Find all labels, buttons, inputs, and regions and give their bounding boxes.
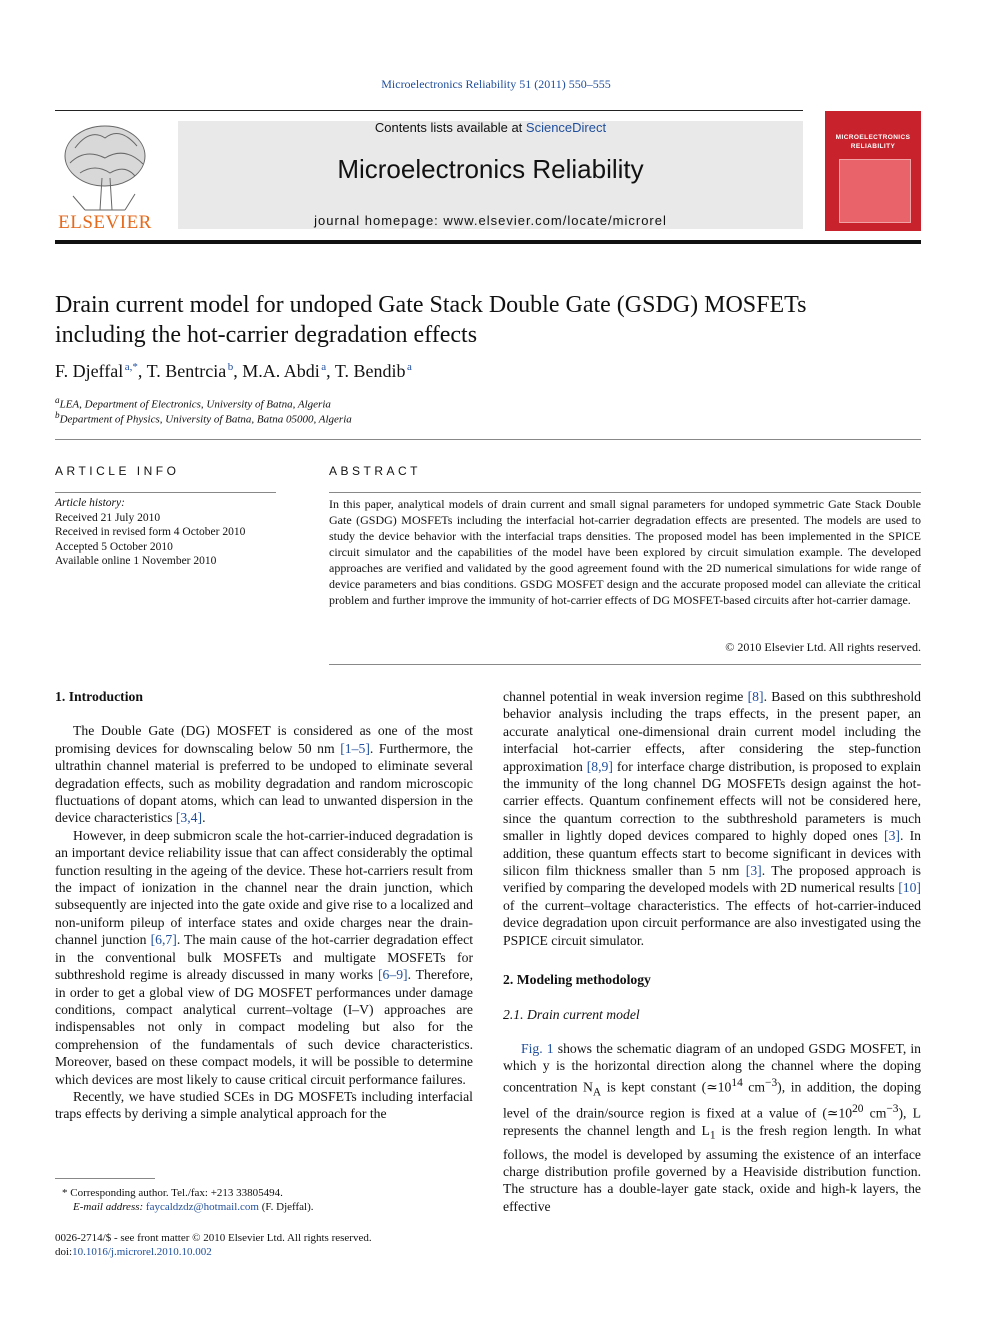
- journal-title[interactable]: Microelectronics Reliability: [337, 154, 644, 184]
- author-sup[interactable]: a: [407, 361, 412, 373]
- title-line1: Drain current model for undoped Gate Stack Double Gate (GSDG) MOSFETs: [55, 292, 807, 318]
- author[interactable]: T. Bentrcia: [146, 361, 227, 381]
- cover-chip-icon: [839, 159, 911, 223]
- title-line2: including the hot-carrier degradation effects: [55, 322, 478, 348]
- email-link[interactable]: faycaldzdz@hotmail.com: [145, 1201, 259, 1213]
- header-rule: [55, 110, 803, 111]
- sciencedirect-link[interactable]: ScienceDirect: [525, 120, 607, 135]
- history-label: Article history:: [55, 497, 125, 509]
- article-title: [55, 290, 921, 350]
- doi-link[interactable]: 10.1016/j.microrel.2010.10.002: [72, 1246, 212, 1258]
- paragraph: Fig. 1 shows the schematic diagram of an undoped GSDG MOSFET, in which y is the horizontal direction along the channel where the doping concentration $N_A$ is kept constant ($≃10^{14}$ $cm^{-3}$), in addition, the doping level of the drain/source region is fixed at a value of ($≃10^{20}$ $cm^{-3}$), L represents the channel length and $L_1$ is the fresh region length. In what follows, the model is developed by assuming the existence of an interface charge distribution profile governed by a Heaviside distribution function. The structure has a double-layer gate stack, oxide and high-k layers, the effective: [503, 1040, 921, 1214]
- reference-link[interactable]: [6,7]: [150, 932, 177, 948]
- abstract-heading: ABSTRACT: [329, 464, 422, 478]
- abstract-text: In this paper, analytical models of drain current and small signal parameters for undoped symmetric Gate Stack Double Gate (GSDG) MOSFETs including the interfacial hot-carrier degradation effects are presented. The models are used to study the device behavior with the interfacial traps densities. The proposed model has been implemented in the SPICE circuit simulator and the capabilities of the model have been explored by circuit simulation example. The developed approaches are verified and validated by the good agreement found with the 2D numerical simulations for wide range of device parameters and bias conditions. GSDG MOSFET design and the accurate proposed model can alleviate the critical problem and further improve the immunity of hot-carrier effects of DG MOSFET-based circuits after hot-carrier damage.: [329, 497, 921, 607]
- divider: [329, 664, 921, 665]
- affiliation-sup: a: [55, 395, 60, 405]
- author-sup[interactable]: a: [321, 361, 327, 373]
- author[interactable]: M.A. Abdi: [242, 361, 320, 381]
- article-history: [55, 496, 245, 569]
- email-suffix: (F. Djeffal).: [258, 1201, 314, 1213]
- body-left-column: [55, 688, 473, 1123]
- affiliation: [55, 395, 331, 411]
- contents-line: [178, 120, 803, 135]
- issn-line: 0026-2714/$ - see front matter © 2010 Elsevier Ltd. All rights reserved.: [55, 1232, 372, 1244]
- author[interactable]: T. Bendib: [334, 361, 406, 381]
- body-right-column: [503, 688, 921, 1215]
- affiliation-text: LEA, Department of Electronics, University of Batna, Algeria: [59, 398, 331, 411]
- history-item: Received in revised form 4 October 2010: [55, 526, 246, 538]
- affiliation-text: Department of Physics, University of Batna, Batna 05000, Algeria: [59, 413, 352, 426]
- reference-link[interactable]: [6–9]: [377, 967, 408, 983]
- reference-link[interactable]: [3,4]: [175, 810, 203, 826]
- author-list: F. Djeffal $^{a,*}$, T. Bentrcia $^b$, M.A. Abdi $^a$, T. Bendib $^a$: [55, 361, 412, 381]
- author[interactable]: F. Djeffal: [55, 361, 124, 381]
- doi-label: doi:: [55, 1246, 73, 1258]
- corresponding-author-note: * Corresponding author. Tel./fax: +213 33805494.: [62, 1187, 283, 1199]
- paragraph: The Double Gate (DG) MOSFET is considered as one of the most promising devices for downscaling below 50 nm [1–5]. Furthermore, the ultrathin channel material is preferred to be undoped to eliminate several degradation effects, such as mobility degradation and random microscopic fluctuations of dopant atoms, which can lead to unwanted dispersion in the device characteristics [3,4].: [55, 723, 473, 826]
- journal-homepage: [178, 213, 803, 228]
- journal-citation[interactable]: Microelectronics Reliability 51 (2011) 550–555: [381, 77, 611, 91]
- article-info-heading: ARTICLE INFO: [55, 464, 180, 478]
- reference-link[interactable]: [3]: [884, 828, 900, 844]
- elsevier-logo[interactable]: [55, 118, 155, 234]
- affiliation-sup: b: [55, 410, 60, 420]
- abstract-copyright: © 2010 Elsevier Ltd. All rights reserved.: [725, 640, 921, 654]
- reference-link[interactable]: [3]: [745, 863, 762, 879]
- email-label: E-mail address:: [73, 1201, 146, 1213]
- doi-line: [55, 1245, 212, 1259]
- reference-link[interactable]: [1–5]: [340, 740, 370, 756]
- history-item: Received 21 July 2010: [55, 511, 161, 524]
- section-heading: 2. Modeling methodology: [503, 972, 651, 988]
- cover-title-line2: RELIABILITY: [850, 143, 896, 150]
- header-thick-rule: [55, 240, 921, 244]
- paragraph: Recently, we have studied SCEs in DG MOSFETs including interfacial traps effects by deriving a simple analytical approach for the: [55, 1088, 473, 1122]
- elsevier-wordmark: ELSEVIER: [58, 212, 152, 233]
- cover-title-line1: MICROELECTRONICS: [835, 134, 911, 141]
- reference-link[interactable]: [8,9]: [586, 758, 613, 774]
- footnote-rule: [55, 1178, 155, 1179]
- journal-cover[interactable]: [825, 111, 921, 231]
- author-sup[interactable]: a,*: [124, 361, 138, 373]
- contents-prefix: Contents lists available at: [374, 120, 526, 135]
- divider: [329, 492, 921, 493]
- affiliation: [55, 410, 352, 426]
- elsevier-tree-icon: [55, 118, 155, 214]
- paragraph: channel potential in weak inversion regime [8]. Based on this subthreshold behavior analysis including the traps effects, in the present paper, an accurate analytical one-dimensional drain current model including the interfacial hot-carrier effects, after considering the step-function approximation [8,9] for interface charge distribution, is proposed to explain the immunity of the long channel DG MOSFETs design against the hot-carrier effects. Quantum confinement effects will not be considered here, since the quantum correction to the subthreshold parameters is much smaller in lightly doped devices compared to highly doped ones [3]. In addition, these quantum effects start to become significant in devices with silicon film thickness smaller than 5 nm [3]. The proposed approach is verified by comparing the developed models with 2D numerical results [10] of the current–voltage characteristics. The effects of hot-carrier-induced device degradation upon circuit performance are also investigated using the PSPICE circuit simulator.: [503, 689, 922, 948]
- figure-link[interactable]: Fig. 1: [521, 1040, 554, 1056]
- homepage-url[interactable]: www.elsevier.com/locate/microrel: [443, 213, 667, 228]
- section-heading: 1. Introduction: [55, 689, 143, 704]
- history-item: Available online 1 November 2010: [55, 555, 217, 567]
- reference-link[interactable]: [10]: [898, 880, 921, 896]
- cover-title: [831, 133, 915, 151]
- author-sup[interactable]: b: [227, 361, 234, 373]
- divider: [55, 492, 276, 493]
- reference-link[interactable]: [8]: [747, 689, 764, 704]
- email-note: [73, 1200, 314, 1214]
- history-item: Accepted 5 October 2010: [55, 540, 173, 553]
- subsection-heading: 2.1. Drain current model: [503, 1006, 640, 1022]
- divider: [55, 439, 921, 440]
- paragraph: However, in deep submicron scale the hot-carrier-induced degradation is an important device reliability issue that can affect considerably the optimal function resulting in the ageing of the device. These hot-carriers result from the impact of ionization in the channel near the drain junction, which subsequently are injected into the gate oxide and give rise to a localized and non-uniform pileup of interface states and oxide charges near the drain-channel junction [6,7]. The main cause of the hot-carrier degradation effect in the conventional bulk MOSFETs and multigate MOSFETs for subthreshold regime is already discussed in many works [6–9]. Therefore, in order to get a global view of DG MOSFET performances under damage conditions, compact analytical current–voltage (I–V) approaches are indispensables not only in compact modeling but also for the comprehension of the fundamentals of such device characteristics. Moreover, based on these compact models, it will be possible to determine which devices are most likely to cause critical circuit performance failures.: [55, 827, 473, 1087]
- homepage-prefix: journal homepage:: [314, 213, 444, 228]
